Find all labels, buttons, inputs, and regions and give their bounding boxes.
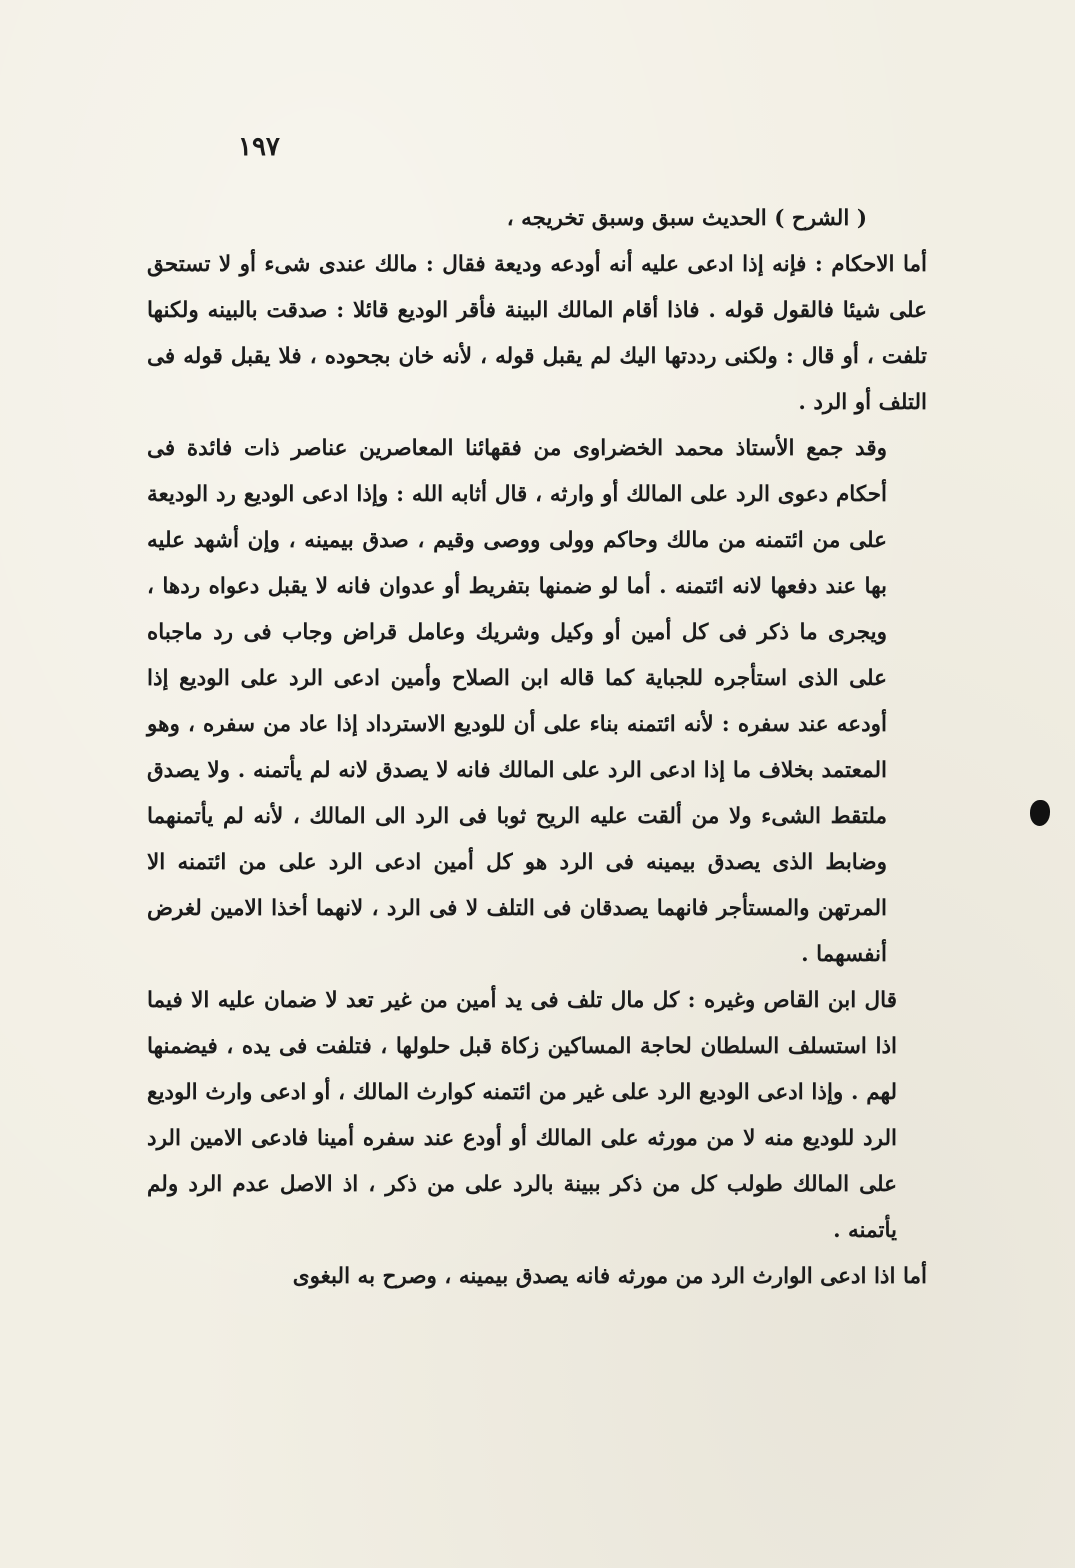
paragraph-khudari: وقد جمع الأستاذ محمد الخضراوى من فقهائنا المعاصرين عناصر ذات فائدة فى أحكام دعوى الرد على المالك أو وارثه ، قال أثابه الله : وإذا ادعى الوديع رد الوديعة على من ائتمنه من مالك وحاكم وولى ووصى وقيم ، صدق بيمينه ، وإن أشهد عليه بها عند دفعها لانه ائتمنه . أما لو ضمنها بتفريط أو عدوان فانه لا يقبل دعواه ردها ، ويجرى ما ذكر فى كل أمين أو وكيل وشريك وعامل قراض وجاب فى رد ماجباه على الذى استأجره للجباية كما قاله ابن الصلاح وأمين ادعى الرد على الوديع إذا أودعه عند سفره : لأنه ائتمنه بناء على أن للوديع الاسترداد إذا عاد من سفره ، وهو المعتمد بخلاف ما إذا ادعى الرد على المالك فانه لا يصدق لانه لم يأتمنه . ولا يصدق ملتقط الشىء ولا من ألقت عليه الريح ثوبا فى الرد الى المالك ، لأنه لم يأتمنهما وضابط الذى يصدق بيمينه فى الرد هو كل أمين ادعى الرد على من ائتمنه الا المرتهن والمستأجر فانهما يصدقان فى التلف لا فى الرد ، لانهما أخذا الامين لغرض أنفسهما . (147, 436, 888, 967)
page-number: ١٩٧ (238, 132, 280, 162)
ink-blot-mark (1030, 800, 1050, 826)
paragraph-ibn-qass: قال ابن القاص وغيره : كل مال تلف فى يد أمين من غير تعد لا ضمان عليه الا فيما اذا استسلف السلطان لحاجة المساكين زكاة قبل حلولها ، فتلفت فى يده ، فيضمنها لهم . وإذا ادعى الوديع الرد على غير من ائتمنه كوارث المالك ، أو ادعى وارث الوديع الرد للوديع منه لا من مورثه على المالك أو أودع عند سفره أمينا فادعى الامين الرد على المالك طولب كل من ذكر ببينة بالرد على من ذكر ، اذ الاصل عدم الرد ولم يأتمنه . (147, 988, 897, 1243)
paragraph-explanation: ( الشرح ) الحديث سبق وسبق تخريجه ، (506, 206, 867, 231)
body-text (147, 196, 927, 1300)
paragraph-last: أما اذا ادعى الوارث الرد من مورثه فانه يصدق بيمينه ، وصرح به البغوى (292, 1264, 927, 1289)
paragraph-ahkam: أما الاحكام : فإنه إذا ادعى عليه أنه أودعه وديعة فقال : مالك عندى شىء أو لا تستحق على شيئا فالقول قوله . فاذا أقام المالك البينة فأقر الوديع قائلا : صدقت بالبينه ولكنها تلفت ، أو قال : ولكنى رددتها اليك لم يقبل قوله ، لأنه خان بجحوده ، فلا يقبل قوله فى التلف أو الرد . (147, 252, 928, 415)
